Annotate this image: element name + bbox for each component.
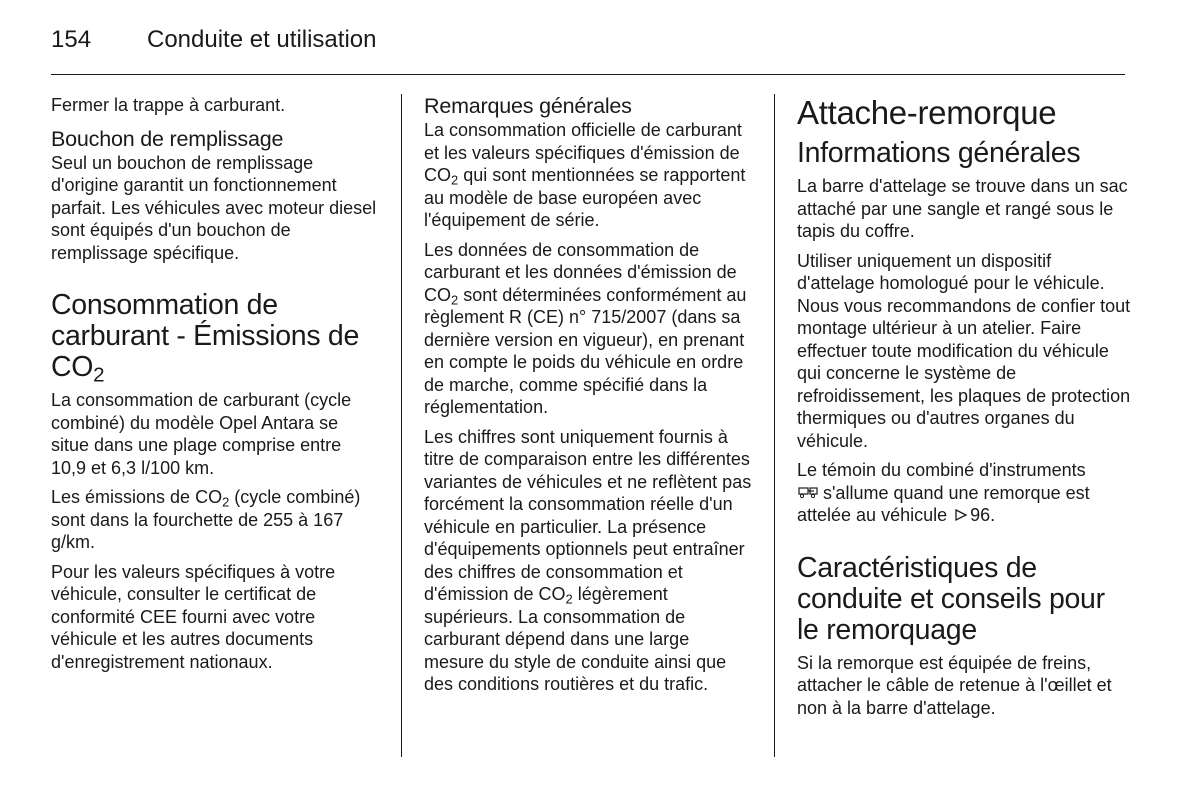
emissions-range-text: [51, 486, 381, 554]
subscript-2: 2: [93, 363, 105, 387]
remarks-p2-b: sont déterminées conformément au règlement R (CE) n° 715/2007 (dans sa dernière version en vigueur), en prenant en compte le poids du véhicule en ordre de marche, comme spécifié dans la réglementation.: [424, 284, 747, 417]
trailer-indicator-icon: [797, 485, 819, 501]
remarks-p3-a: Les chiffres sont uniquement fournis à titre de comparaison entre les différentes variantes de véhicules et ne reflètent pas forcément la consommation réelle d'un véhicule en particulier. La présence d'équipements optionnels peut entraîner des chiffres de consommation et d'émission de CO: [424, 426, 752, 604]
subscript-2: 2: [222, 494, 230, 510]
info-paragraph-1: La barre d'attelage se trouve dans un sac attaché par une sangle et rangé sous le tapis du coffre.: [797, 176, 1128, 241]
fuel-flap-instruction: Fermer la trappe à carburant.: [51, 95, 286, 115]
heading-general-remarks: Remarques générales: [424, 94, 632, 118]
subscript-2: 2: [451, 172, 459, 188]
remarks-paragraph-1: [424, 119, 754, 232]
subscript-2: 2: [565, 591, 573, 607]
info-p3-b: s'allume quand une remorque est attelée au véhicule: [797, 482, 1090, 525]
certificate-text: Pour les valeurs spécifiques à votre véhicule, consulter le certificat de conformité CEE fourni avec votre véhicule et les autres documents d'enregistrement nationaux.: [51, 561, 336, 672]
remarks-paragraph-2: [424, 239, 754, 419]
heading-filler-cap: Bouchon de remplissage: [51, 126, 284, 151]
towing-paragraph-1: Si la remorque est équipée de freins, attacher le câble de retenue à l'œillet et non à la barre d'attelage.: [797, 652, 1112, 718]
heading-general-information: Informations générales: [797, 137, 1081, 169]
column-3: [797, 94, 1132, 726]
consumption-range-text: La consommation de carburant (cycle combiné) du modèle Opel Antara se situe dans une plage comprise entre 10,9 et 6,3 l/100 km.: [51, 390, 352, 478]
subscript-2: 2: [451, 292, 459, 308]
info-paragraph-2: Utiliser uniquement un dispositif d'attelage homologué pour le véhicule. Nous vous recommandons de confier tout montage ultérieur à un atelier. Faire effectuer toute modification du véhicule qui concerne le système de refroidissement, les plaques de protection thermiques ou d'autres organes du véhicule.: [797, 250, 1131, 451]
info-paragraph-3: [797, 459, 1132, 527]
filler-cap-text: Seul un bouchon de remplissage d'origine garantit un fonctionnement parfait. Les véhicules avec moteur diesel sont équipés d'un bouchon de remplissage spécifique.: [51, 152, 377, 263]
page-number: 154: [51, 26, 92, 53]
heading-fuel-consumption-text: Consommation de carburant - Émissions de CO: [51, 289, 360, 383]
remarks-p1-a: La consommation officielle de carburant et les valeurs spécifiques d'émission de CO: [424, 120, 742, 185]
heading-fuel-consumption: [51, 289, 381, 387]
emissions-text-b: (cycle combiné) sont dans la fourchette de 255 à 167 g/km.: [51, 487, 361, 552]
remarks-p2-a: Les données de consommation de carburant et les données d'émission de CO: [424, 239, 737, 305]
column-divider-1: [401, 94, 402, 757]
page-reference[interactable]: 96.: [970, 505, 996, 525]
header-rule: [51, 74, 1125, 75]
running-title: Conduite et utilisation: [147, 26, 377, 53]
remarks-p1-b: qui sont mentionnées se rapportent au modèle de base européen avec l'équipement de série.: [424, 165, 746, 230]
column-2: [424, 94, 754, 703]
remarks-p3-b: légèrement supérieurs. La consommation de carburant dépend dans une large mesure du style de conduite ainsi que des conditions routières et du trafic.: [424, 584, 727, 694]
column-divider-2: [774, 94, 775, 757]
heading-towing-hitch: Attache-remorque: [797, 94, 1057, 131]
column-1: [51, 94, 381, 680]
remarks-paragraph-3: [424, 426, 754, 696]
cross-reference-arrow-icon: [954, 508, 968, 522]
heading-driving-characteristics: Caractéristiques de conduite et conseils pour le remorquage: [797, 551, 1105, 646]
info-p3-a: Le témoin du combiné d'instruments: [797, 460, 1086, 480]
emissions-text-a: Les émissions de CO: [51, 487, 223, 507]
